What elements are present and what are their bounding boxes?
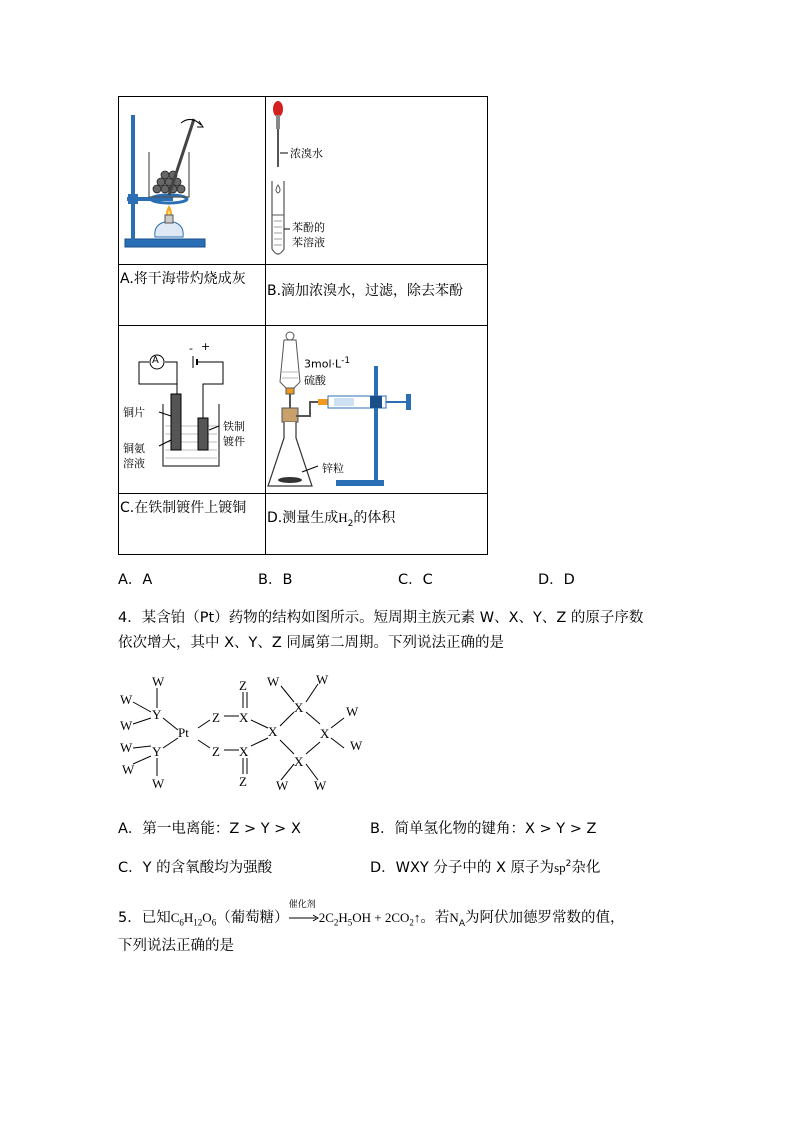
- battery-plus-label: +: [201, 340, 211, 353]
- burning-seaweed-apparatus: [119, 97, 265, 264]
- bromine-water-label: 浓溴水: [290, 147, 323, 160]
- q3-choice-d[interactable]: D．D: [538, 572, 575, 588]
- q4-stem-line2: 依次增大，其中 X、Y、Z 同属第二周期。下列说法正确的是: [118, 635, 504, 651]
- copper-plate-label: 铜片: [123, 406, 145, 419]
- option-c-caption: C.在铁制镀件上镀铜: [120, 500, 247, 516]
- option-b-figure-cell: [266, 97, 488, 265]
- battery-minus-label: -: [189, 342, 193, 355]
- q3-choice-a[interactable]: A．A: [118, 572, 153, 588]
- q3-choice-c[interactable]: C．C: [398, 572, 433, 588]
- option-a-caption: A.将干海带灼烧成灰: [120, 271, 246, 287]
- zinc-granules-label: 锌粒: [322, 462, 344, 475]
- platinum-compound-structure: W W Y W Pt W Y W W Z Z X Z X Z X X X X W W W W W W: [118, 672, 378, 794]
- solution-label: 溶液: [123, 457, 145, 470]
- q4-option-a[interactable]: A．第一电离能：Z > Y > X: [118, 821, 301, 837]
- option-a-caption-cell: [119, 265, 266, 326]
- option-b-caption: B.滴加浓溴水，过滤，除去苯酚: [267, 283, 464, 299]
- q4-stem-line1: 4．某含铂（Pt）药物的结构如图所示。短周期主族元素 W、X、Y、Z 的原子序数: [118, 610, 644, 626]
- q4-option-b[interactable]: B．简单氢化物的键角：X > Y > Z: [370, 821, 597, 837]
- option-d-figure-cell: [266, 326, 488, 494]
- option-d-caption: D.测量生成$H_2$的体积: [267, 510, 396, 529]
- q4-option-d[interactable]: D．WXY 分子中的 X 原子为$sp^2$杂化: [370, 859, 601, 876]
- phenol-label: 苯酚的: [292, 221, 325, 234]
- option-a-figure-cell: [119, 97, 266, 265]
- option-d-caption-cell: [266, 494, 488, 555]
- q3-choice-b[interactable]: B．B: [258, 572, 293, 588]
- option-b-caption-cell: [266, 265, 488, 326]
- acid-concentration-label: $3mol\cdot L^{-1}$: [304, 356, 351, 371]
- plated-item-label: 镀件: [223, 435, 245, 448]
- reaction-arrow: 催化剂: [289, 911, 319, 925]
- q5-stem-line2: 下列说法正确的是: [118, 938, 234, 954]
- benzene-solution-label: 苯溶液: [292, 236, 325, 249]
- sulfuric-acid-label: 硫酸: [304, 374, 326, 387]
- q5-stem-line1: 5．已知$C_6H_{12}O_6$（葡萄糖） 催化剂 $2C_2H_5OH$ + $2CO_2↑$。若$N_A$为阿伏加德罗常数的值，: [118, 900, 625, 929]
- option-c-caption-cell: [119, 494, 266, 555]
- iron-label: 铁制: [223, 420, 245, 433]
- hydrogen-volume-apparatus: [266, 326, 487, 493]
- q4-option-c[interactable]: C．Y 的含氧酸均为强酸: [118, 860, 273, 876]
- options-table: [118, 96, 488, 555]
- cuprammonium-label: 铜氨: [123, 442, 145, 455]
- option-c-figure-cell: [119, 326, 266, 494]
- ammeter-label: A: [152, 355, 159, 366]
